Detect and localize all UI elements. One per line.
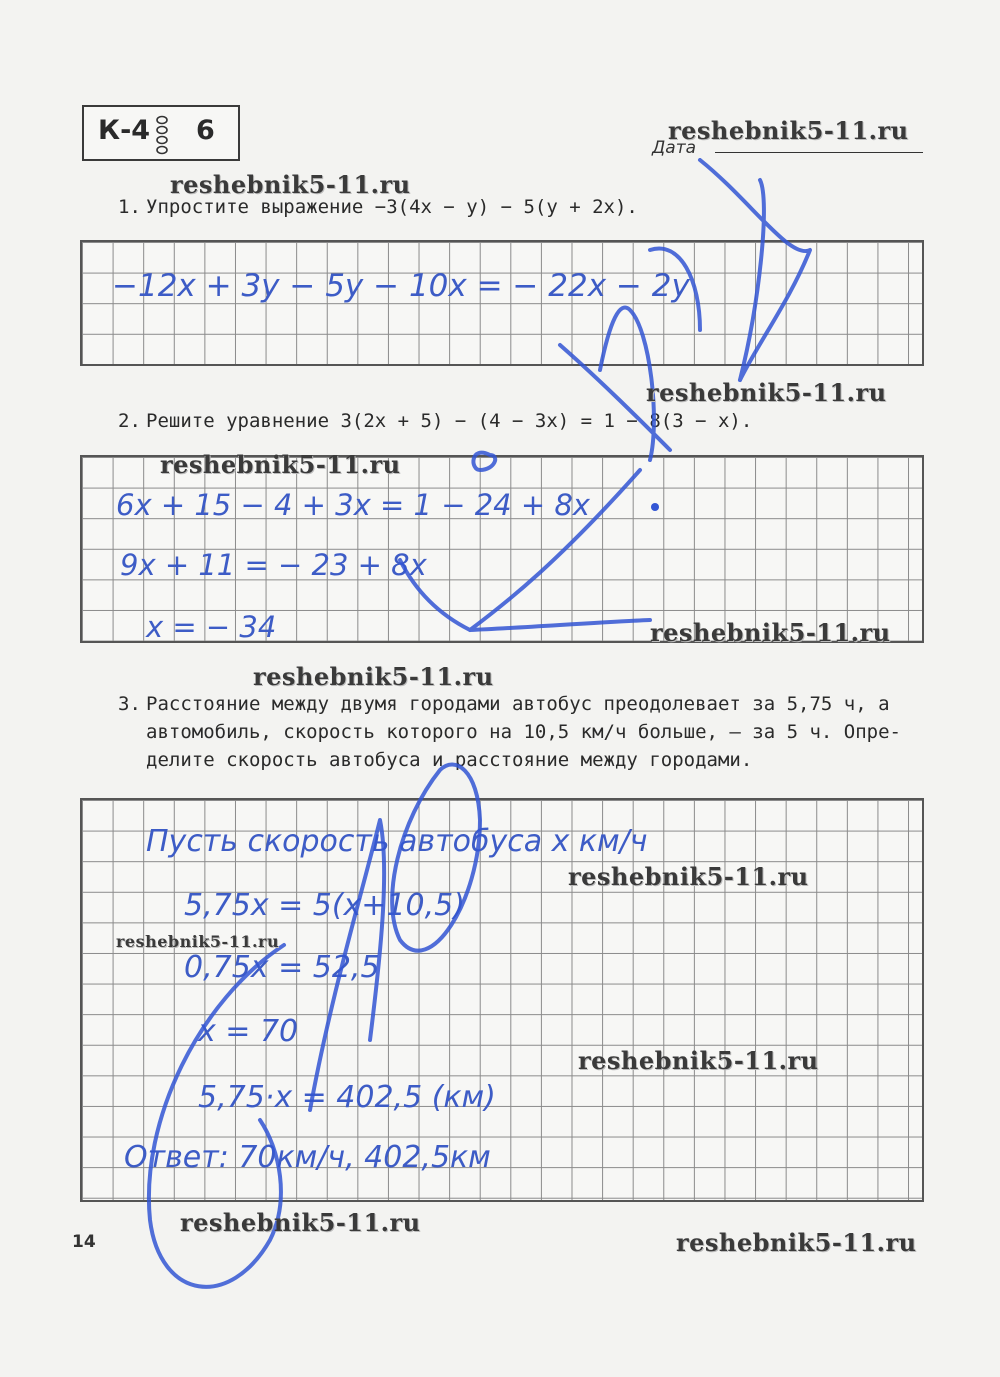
task-3-number: 3. bbox=[118, 693, 141, 715]
task-3-answer-line-1: Пусть скорость автобуса x км/ч bbox=[146, 824, 648, 859]
task-2-answer-line-3: x = − 34 bbox=[146, 610, 277, 644]
page-number: 14 bbox=[72, 1232, 96, 1252]
task-1-text: Упростите выражение −3(4x − y) − 5(y + 2x). bbox=[146, 196, 638, 218]
task-2-answer-line-1: 6x + 15 − 4 + 3x = 1 − 24 + 8x bbox=[116, 488, 590, 522]
task-3-answer-line-6: Ответ: 70км/ч, 402,5км bbox=[124, 1140, 491, 1175]
test-code: К-4 bbox=[98, 115, 151, 146]
task-2-answer-line-2: 9x + 11 = − 23 + 8x bbox=[120, 548, 427, 582]
watermark-8: reshebnik5-11.ru bbox=[116, 932, 280, 951]
watermark-6: reshebnik5-11.ru bbox=[253, 662, 494, 691]
watermark-2: reshebnik5-11.ru bbox=[170, 170, 411, 199]
watermark-7: reshebnik5-11.ru bbox=[568, 862, 809, 891]
task-1-answer-line-1: −12x + 3y − 5y − 10x = − 22x − 2y bbox=[112, 268, 690, 304]
task-2-number: 2. bbox=[118, 410, 141, 432]
ink-dot bbox=[651, 503, 659, 511]
task-3-text-line-1: Расстояние между двумя городами автобус преодолевает за 5,75 ч, а bbox=[146, 693, 890, 715]
watermark-9: reshebnik5-11.ru bbox=[578, 1046, 819, 1075]
watermark-11: reshebnik5-11.ru bbox=[676, 1228, 917, 1257]
variant-number: 6 bbox=[196, 115, 215, 146]
watermark-1: reshebnik5-11.ru bbox=[668, 116, 909, 145]
task-3-answer-line-3: 0,75x = 52,5 bbox=[184, 950, 380, 985]
task-2-text: Решите уравнение 3(2x + 5) − (4 − 3x) = 1 − 8(3 − x). bbox=[146, 410, 753, 432]
task-3-text-line-2: автомобиль, скорость которого на 10,5 км/ч больше, — за 5 ч. Опре- bbox=[146, 721, 901, 743]
task-3-answer-line-2: 5,75x = 5(x+10,5) bbox=[184, 888, 465, 923]
task-3-answer-line-5: 5,75·x = 402,5 (км) bbox=[198, 1080, 496, 1115]
task-3-text-line-3: делите скорость автобуса и расстояние между городами. bbox=[146, 749, 753, 771]
task-3-answer-line-4: x = 70 bbox=[198, 1014, 299, 1049]
task-1-number: 1. bbox=[118, 196, 141, 218]
watermark-5: reshebnik5-11.ru bbox=[650, 618, 891, 647]
watermark-4: reshebnik5-11.ru bbox=[160, 450, 401, 479]
date-label: Дата bbox=[652, 138, 697, 158]
watermark-3: reshebnik5-11.ru bbox=[646, 378, 887, 407]
watermark-10: reshebnik5-11.ru bbox=[180, 1208, 421, 1237]
